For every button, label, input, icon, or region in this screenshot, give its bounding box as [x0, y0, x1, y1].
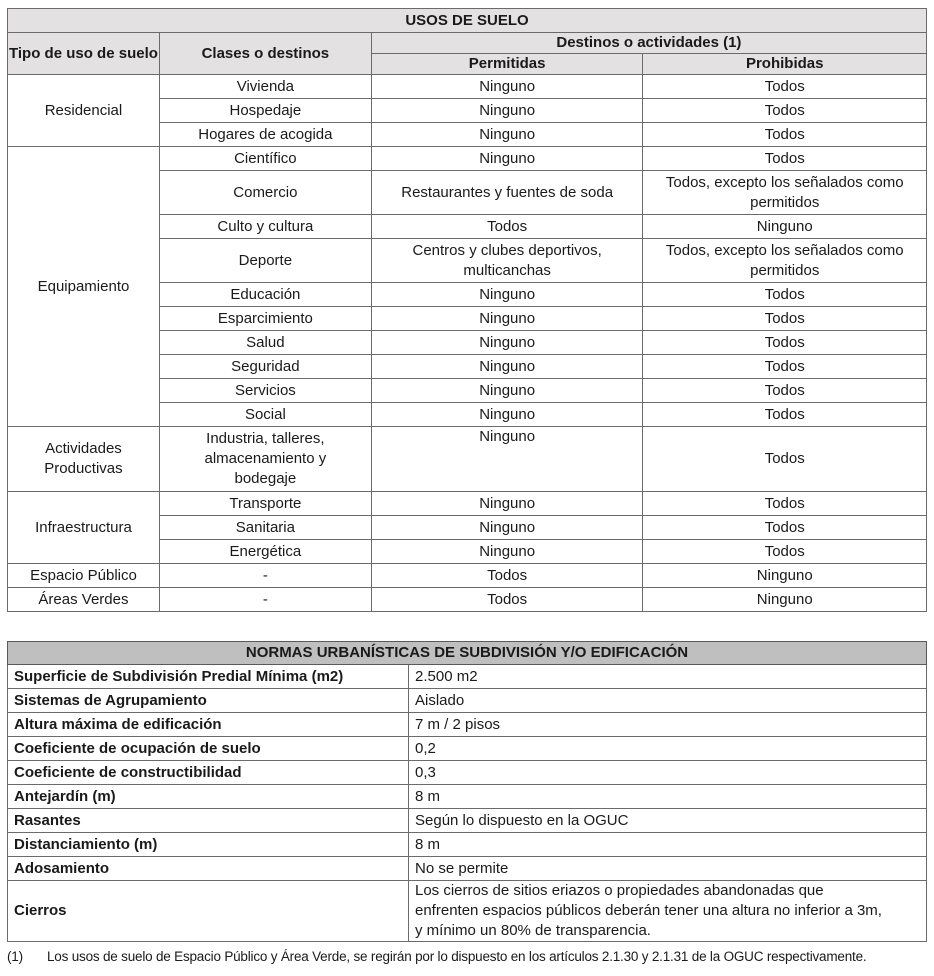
norma-value: Aislado — [409, 689, 927, 713]
cell-permitidas: Ninguno — [371, 99, 643, 123]
cell-prohibidas: Todos — [643, 540, 927, 564]
cell-permitidas: Todos — [371, 588, 643, 612]
cell-permitidas: Todos — [371, 564, 643, 588]
cell-permitidas: Restaurantes y fuentes de soda — [371, 171, 643, 215]
table-row — [8, 737, 927, 761]
cell-prohibidas: Ninguno — [643, 564, 927, 588]
cell-prohibidas: Todos — [643, 379, 927, 403]
table-row — [8, 427, 927, 492]
cell-permitidas: Ninguno — [371, 427, 643, 492]
cell-clase: Culto y cultura — [159, 215, 371, 239]
cell-prohibidas: Todos, excepto los señalados como permitidos — [643, 171, 927, 215]
cell-permitidas: Ninguno — [371, 331, 643, 355]
cell-clase: Comercio — [159, 171, 371, 215]
cell-prohibidas: Todos — [643, 307, 927, 331]
cell-clase: Esparcimiento — [159, 307, 371, 331]
cell-permitidas: Ninguno — [371, 516, 643, 540]
cell-tipo: Actividades Productivas — [8, 427, 160, 492]
norma-label: Cierros — [8, 881, 409, 942]
cell-prohibidas: Ninguno — [643, 588, 927, 612]
norma-label: Sistemas de Agrupamiento — [8, 689, 409, 713]
cell-permitidas: Todos — [371, 215, 643, 239]
header-permitidas: Permitidas — [371, 54, 643, 75]
cell-permitidas: Ninguno — [371, 307, 643, 331]
header-prohibidas: Prohibidas — [643, 54, 927, 75]
table-row — [8, 857, 927, 881]
table-row — [8, 809, 927, 833]
cell-clase: Energética — [159, 540, 371, 564]
norma-value: Según lo dispuesto en la OGUC — [409, 809, 927, 833]
cell-prohibidas: Ninguno — [643, 215, 927, 239]
table-row — [8, 713, 927, 737]
cell-prohibidas: Todos — [643, 99, 927, 123]
cell-permitidas: Ninguno — [371, 75, 643, 99]
cell-clase: Hospedaje — [159, 99, 371, 123]
cell-tipo: Áreas Verdes — [8, 588, 160, 612]
table-row — [8, 881, 927, 942]
header-tipo: Tipo de uso de suelo — [8, 33, 160, 75]
normas-table-body — [8, 665, 927, 942]
cell-permitidas: Ninguno — [371, 403, 643, 427]
cell-clase: - — [159, 564, 371, 588]
norma-value: 2.500 m2 — [409, 665, 927, 689]
usos-table-body — [8, 75, 927, 612]
norma-value: 8 m — [409, 833, 927, 857]
table-row — [8, 761, 927, 785]
cell-clase: Hogares de acogida — [159, 123, 371, 147]
cell-permitidas: Centros y clubes deportivos, multicanchas — [371, 239, 643, 283]
cell-clase: Educación — [159, 283, 371, 307]
cell-clase: Industria, talleres, almacenamiento y bodegaje — [159, 427, 371, 492]
cell-tipo: Infraestructura — [8, 492, 160, 564]
table-row — [8, 665, 927, 689]
norma-label: Coeficiente de ocupación de suelo — [8, 737, 409, 761]
cell-prohibidas: Todos — [643, 355, 927, 379]
norma-label: Superficie de Subdivisión Predial Mínima (m2) — [8, 665, 409, 689]
norma-label: Antejardín (m) — [8, 785, 409, 809]
cell-permitidas: Ninguno — [371, 355, 643, 379]
cell-permitidas: Ninguno — [371, 492, 643, 516]
norma-label: Coeficiente de constructibilidad — [8, 761, 409, 785]
table-row — [8, 564, 927, 588]
footnote — [7, 949, 866, 964]
header-clases: Clases o destinos — [159, 33, 371, 75]
cell-clase: - — [159, 588, 371, 612]
cell-tipo: Equipamiento — [8, 147, 160, 427]
cell-permitidas: Ninguno — [371, 379, 643, 403]
cell-clase: Salud — [159, 331, 371, 355]
cell-tipo: Espacio Público — [8, 564, 160, 588]
table-row — [8, 785, 927, 809]
norma-label: Altura máxima de edificación — [8, 713, 409, 737]
cell-clase: Transporte — [159, 492, 371, 516]
table-row — [8, 689, 927, 713]
cell-permitidas: Ninguno — [371, 147, 643, 171]
cell-clase: Servicios — [159, 379, 371, 403]
cell-clase: Científico — [159, 147, 371, 171]
table-row — [8, 147, 927, 171]
table-row — [8, 492, 927, 516]
cell-prohibidas: Todos — [643, 403, 927, 427]
cell-clase: Vivienda — [159, 75, 371, 99]
footnote-marker: (1) — [7, 949, 23, 964]
normas-table-title: NORMAS URBANÍSTICAS DE SUBDIVISIÓN Y/O EDIFICACIÓN — [8, 642, 927, 665]
cell-tipo: Residencial — [8, 75, 160, 147]
usos-de-suelo-table — [7, 8, 927, 612]
cell-prohibidas: Todos — [643, 331, 927, 355]
cell-clase: Social — [159, 403, 371, 427]
cell-prohibidas: Todos — [643, 147, 927, 171]
norma-label: Adosamiento — [8, 857, 409, 881]
cell-clase: Sanitaria — [159, 516, 371, 540]
norma-value: 7 m / 2 pisos — [409, 713, 927, 737]
footnote-text: Los usos de suelo de Espacio Público y Área Verde, se regirán por lo dispuesto en los artículos 2.1.30 y 2.1.31 de la OGUC respectivamente. — [47, 949, 867, 964]
norma-label: Rasantes — [8, 809, 409, 833]
norma-label: Distanciamiento (m) — [8, 833, 409, 857]
table-row — [8, 75, 927, 99]
norma-value: 0,3 — [409, 761, 927, 785]
normas-urbanisticas-table — [7, 641, 927, 942]
usos-table-title: USOS DE SUELO — [8, 9, 927, 33]
cell-prohibidas: Todos — [643, 516, 927, 540]
cell-prohibidas: Todos — [643, 283, 927, 307]
cell-prohibidas: Todos — [643, 492, 927, 516]
cell-permitidas: Ninguno — [371, 123, 643, 147]
header-destinos: Destinos o actividades (1) — [371, 33, 926, 54]
cell-prohibidas: Todos — [643, 75, 927, 99]
norma-value: 8 m — [409, 785, 927, 809]
cell-permitidas: Ninguno — [371, 283, 643, 307]
table-row — [8, 833, 927, 857]
table-row — [8, 588, 927, 612]
cell-prohibidas: Todos, excepto los señalados como permitidos — [643, 239, 927, 283]
cell-prohibidas: Todos — [643, 123, 927, 147]
cell-prohibidas: Todos — [643, 427, 927, 492]
norma-value: No se permite — [409, 857, 927, 881]
cell-clase: Deporte — [159, 239, 371, 283]
norma-value: Los cierros de sitios eriazos o propiedades abandonadas que enfrenten espacios públicos deberán tener una altura no inferior a 3m, y mínimo un 80% de transparencia. — [409, 881, 927, 942]
norma-value: 0,2 — [409, 737, 927, 761]
cell-clase: Seguridad — [159, 355, 371, 379]
cell-permitidas: Ninguno — [371, 540, 643, 564]
